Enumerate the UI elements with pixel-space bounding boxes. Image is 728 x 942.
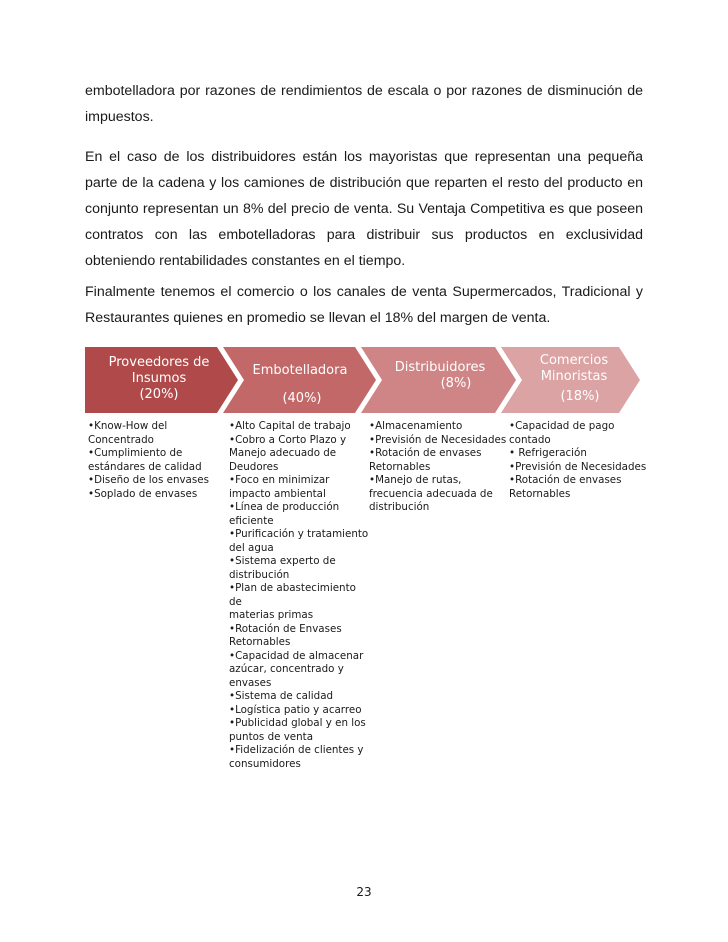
stage-item: •Línea de producción eficiente (229, 501, 340, 527)
paragraph-comercio: Finalmente tenemos el comercio o los canales de venta Supermercados, Tradicional y Restaurantes quienes en promedio se llevan el 18% del margen de venta. (85, 284, 643, 326)
stage-item: •Previsión de Necesidades (369, 433, 507, 446)
stage-label-comercios (515, 353, 633, 405)
stage-name-line: Proveedores de (108, 355, 210, 370)
stage-item: •Foco en minimizar impacto ambiental (229, 474, 330, 500)
stage-item: •Logística patio y acarreo (229, 703, 362, 716)
stage-item: • Refrigeración (509, 447, 587, 459)
stage-items-distribuidores (369, 420, 509, 515)
stage-share: (8%) (440, 376, 472, 391)
paragraph-distribuidores: En el caso de los distribuidores están los mayoristas que representan una pequeña parte de la cadena y los camiones de distribución que reparten el resto del producto en conjunto representan un 8% del precio de venta. Su Ventaja Competitiva es que poseen contratos con las embotelladoras para distribuir sus productos en exclusividad obteniendo rentabilidades constantes en el tiempo. (85, 149, 643, 269)
stage-label-distribuidores (375, 360, 505, 392)
stage-item: •Soplado de envases (88, 487, 198, 500)
value-chain-diagram (85, 347, 640, 413)
stage-item: •Sistema de calidad (229, 690, 334, 702)
stage-item: •Know-How del Concentrado (88, 420, 168, 446)
stage-item: •Cobro a Corto Plazo y Manejo adecuado de Deudores (229, 433, 347, 473)
stage-item: •Purificación y tratamiento del agua (229, 528, 369, 554)
stage-name-line: Distribuidores (394, 360, 486, 375)
stage-item: •Rotación de envases Retornables (369, 447, 482, 473)
stage-name-line: Insumos (131, 371, 187, 386)
stage-items-comercios (509, 420, 649, 501)
stage-name-line: Minoristas (540, 369, 608, 384)
stage-item: •Alto Capital de trabajo (229, 420, 351, 432)
stage-item: •Capacidad de pago contado (509, 420, 615, 446)
stage-item: •Almacenamiento (369, 420, 463, 432)
stage-item: •Manejo de rutas, frecuencia adecuada de distribución (369, 474, 493, 513)
stage-share: (18%) (560, 389, 600, 404)
stage-share: (40%) (282, 391, 322, 406)
stage-item: •Capacidad de almacenar azúcar, concentrado y envases (229, 649, 364, 689)
stage-item: •Rotación de envases Retornables (509, 474, 622, 500)
stage-name-line: Embotelladora (252, 363, 348, 378)
stage-item: •Publicidad global y en los puntos de venta (229, 717, 366, 743)
stage-item: •Plan de abastecimiento de materias primas (229, 582, 356, 621)
stage-share: (20%) (139, 387, 179, 402)
stage-item: •Diseño de los envases (88, 474, 209, 486)
stage-item: •Cumplimiento de estándares de calidad (88, 447, 202, 473)
stage-item: •Fidelización de clientes y consumidores (229, 744, 364, 770)
stage-label-embotelladora (235, 363, 365, 407)
stage-items-proveedores (88, 420, 228, 501)
paragraph-embotelladora: embotelladora por razones de rendimientos de escala o por razones de disminución de impuestos. (85, 83, 643, 125)
stage-items-embotelladora (229, 420, 369, 771)
stage-name-line: Comercios (539, 353, 609, 368)
stage-label-proveedores (87, 355, 231, 403)
stage-item: •Sistema experto de distribución (229, 555, 336, 581)
stage-item: •Previsión de Necesidades (509, 460, 647, 473)
stage-item: •Rotación de Envases Retornables (229, 622, 342, 648)
page-number: 23 (356, 885, 372, 899)
